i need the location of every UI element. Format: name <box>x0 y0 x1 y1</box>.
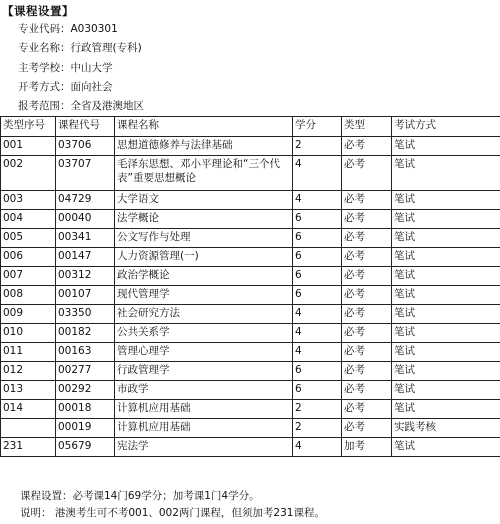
header-name: 课程名称 <box>115 117 293 137</box>
scope-value: 全省及港澳地区 <box>70 100 144 113</box>
cell-name: 宪法学 <box>115 438 293 457</box>
cell-name: 法学概论 <box>115 210 293 229</box>
cell-type: 必考 <box>342 324 392 343</box>
table-row <box>1 156 500 191</box>
exam-mode-label: 开考方式： <box>18 80 71 93</box>
cell-seq: 002 <box>1 156 56 191</box>
cell-code: 00182 <box>56 324 115 343</box>
cell-seq: 012 <box>1 362 56 381</box>
cell-code: 00292 <box>56 381 115 400</box>
cell-credit: 6 <box>293 248 342 267</box>
table-row <box>1 343 500 362</box>
section-heading: 【课程设置】 <box>2 4 74 18</box>
table-row <box>1 248 500 267</box>
major-name-value: 行政管理(专科) <box>70 42 142 55</box>
cell-type: 必考 <box>342 210 392 229</box>
cell-credit: 6 <box>293 210 342 229</box>
table-row <box>1 286 500 305</box>
cell-type: 必考 <box>342 381 392 400</box>
cell-code: 00040 <box>56 210 115 229</box>
cell-seq: 005 <box>1 229 56 248</box>
table-row <box>1 324 500 343</box>
cell-exam-method: 笔试 <box>392 381 500 400</box>
cell-credit: 4 <box>293 305 342 324</box>
cell-seq: 008 <box>1 286 56 305</box>
cell-exam-method: 实践考核 <box>392 419 500 438</box>
cell-code: 00019 <box>56 419 115 438</box>
cell-seq <box>1 419 56 438</box>
cell-type: 必考 <box>342 305 392 324</box>
header-code: 课程代号 <box>56 117 115 137</box>
cell-exam-method: 笔试 <box>392 210 500 229</box>
host-school-line <box>18 59 144 78</box>
table-row <box>1 362 500 381</box>
major-code-label: 专业代码： <box>18 23 71 35</box>
cell-seq: 231 <box>1 438 56 457</box>
cell-name: 思想道德修养与法律基础 <box>115 137 293 156</box>
major-name-label: 专业名称： <box>18 42 71 55</box>
cell-code: 04729 <box>56 191 115 210</box>
cell-type: 必考 <box>342 137 392 156</box>
cell-credit: 6 <box>293 381 342 400</box>
header-type: 类型 <box>342 117 392 137</box>
cell-seq: 009 <box>1 305 56 324</box>
cell-name: 公文写作与处理 <box>115 229 293 248</box>
course-summary: 课程设置：必考课14门69学分；加考课1门4学分。 <box>20 490 260 502</box>
cell-credit: 6 <box>293 286 342 305</box>
cell-credit: 4 <box>293 191 342 210</box>
header-exam-method: 考试方式 <box>392 117 500 137</box>
cell-type: 必考 <box>342 156 392 191</box>
table-row <box>1 400 500 419</box>
cell-code: 03707 <box>56 156 115 191</box>
table-row <box>1 419 500 438</box>
cell-exam-method: 笔试 <box>392 343 500 362</box>
cell-exam-method: 笔试 <box>392 305 500 324</box>
cell-name: 市政学 <box>115 381 293 400</box>
cell-seq: 013 <box>1 381 56 400</box>
cell-exam-method: 笔试 <box>392 438 500 457</box>
footer-notes <box>20 488 325 522</box>
cell-name: 政治学概论 <box>115 267 293 286</box>
cell-credit: 6 <box>293 362 342 381</box>
cell-code: 00163 <box>56 343 115 362</box>
major-name-line <box>18 39 144 58</box>
note: 说明： 港澳考生可不考001、002两门课程，但须加考231课程。 <box>20 507 325 519</box>
cell-code: 00277 <box>56 362 115 381</box>
cell-exam-method: 笔试 <box>392 137 500 156</box>
cell-type: 加考 <box>342 438 392 457</box>
cell-type: 必考 <box>342 191 392 210</box>
cell-seq: 003 <box>1 191 56 210</box>
table-header-row <box>1 117 500 137</box>
table-row <box>1 210 500 229</box>
cell-credit: 6 <box>293 267 342 286</box>
cell-exam-method: 笔试 <box>392 286 500 305</box>
cell-credit: 2 <box>293 137 342 156</box>
cell-exam-method: 笔试 <box>392 400 500 419</box>
cell-name: 计算机应用基础 <box>115 400 293 419</box>
cell-seq: 010 <box>1 324 56 343</box>
cell-code: 00018 <box>56 400 115 419</box>
scope-line <box>18 97 144 116</box>
cell-credit: 6 <box>293 229 342 248</box>
cell-seq: 006 <box>1 248 56 267</box>
cell-type: 必考 <box>342 267 392 286</box>
major-code-value: A030301 <box>70 23 118 35</box>
table-row <box>1 137 500 156</box>
header-seq: 类型序号 <box>1 117 56 137</box>
cell-exam-method: 笔试 <box>392 156 500 191</box>
cell-exam-method: 笔试 <box>392 248 500 267</box>
table-row <box>1 229 500 248</box>
cell-name: 大学语文 <box>115 191 293 210</box>
table-row <box>1 438 500 457</box>
major-code-line <box>18 20 144 39</box>
cell-code: 00312 <box>56 267 115 286</box>
cell-code: 00107 <box>56 286 115 305</box>
cell-type: 必考 <box>342 248 392 267</box>
cell-name: 社会研究方法 <box>115 305 293 324</box>
cell-exam-method: 笔试 <box>392 267 500 286</box>
header-credit: 学分 <box>293 117 342 137</box>
cell-name: 计算机应用基础 <box>115 419 293 438</box>
cell-code: 00341 <box>56 229 115 248</box>
cell-seq: 011 <box>1 343 56 362</box>
cell-seq: 004 <box>1 210 56 229</box>
exam-mode-value: 面向社会 <box>70 80 113 93</box>
cell-type: 必考 <box>342 419 392 438</box>
host-school-label: 主考学校： <box>18 61 71 74</box>
table-row <box>1 191 500 210</box>
cell-exam-method: 笔试 <box>392 191 500 210</box>
cell-name: 毛泽东思想、邓小平理论和“三个代表”重要思想概论 <box>115 156 293 191</box>
cell-type: 必考 <box>342 343 392 362</box>
table-row <box>1 381 500 400</box>
cell-credit: 4 <box>293 343 342 362</box>
cell-credit: 4 <box>293 438 342 457</box>
cell-code: 03706 <box>56 137 115 156</box>
cell-code: 03350 <box>56 305 115 324</box>
cell-credit: 4 <box>293 156 342 191</box>
cell-name: 现代管理学 <box>115 286 293 305</box>
cell-name: 人力资源管理(一) <box>115 248 293 267</box>
cell-type: 必考 <box>342 362 392 381</box>
major-info <box>18 20 144 116</box>
cell-name: 公共关系学 <box>115 324 293 343</box>
cell-credit: 4 <box>293 324 342 343</box>
cell-name: 管理心理学 <box>115 343 293 362</box>
cell-seq: 014 <box>1 400 56 419</box>
scope-label: 报考范围： <box>18 100 71 113</box>
cell-code: 05679 <box>56 438 115 457</box>
cell-type: 必考 <box>342 286 392 305</box>
cell-code: 00147 <box>56 248 115 267</box>
host-school-value: 中山大学 <box>70 61 113 74</box>
cell-name: 行政管理学 <box>115 362 293 381</box>
cell-credit: 2 <box>293 400 342 419</box>
cell-type: 必考 <box>342 400 392 419</box>
cell-seq: 001 <box>1 137 56 156</box>
cell-exam-method: 笔试 <box>392 324 500 343</box>
table-row <box>1 267 500 286</box>
cell-credit: 2 <box>293 419 342 438</box>
cell-seq: 007 <box>1 267 56 286</box>
cell-exam-method: 笔试 <box>392 229 500 248</box>
course-table <box>0 116 500 457</box>
exam-mode-line <box>18 78 144 97</box>
cell-type: 必考 <box>342 229 392 248</box>
cell-exam-method: 笔试 <box>392 362 500 381</box>
table-row <box>1 305 500 324</box>
